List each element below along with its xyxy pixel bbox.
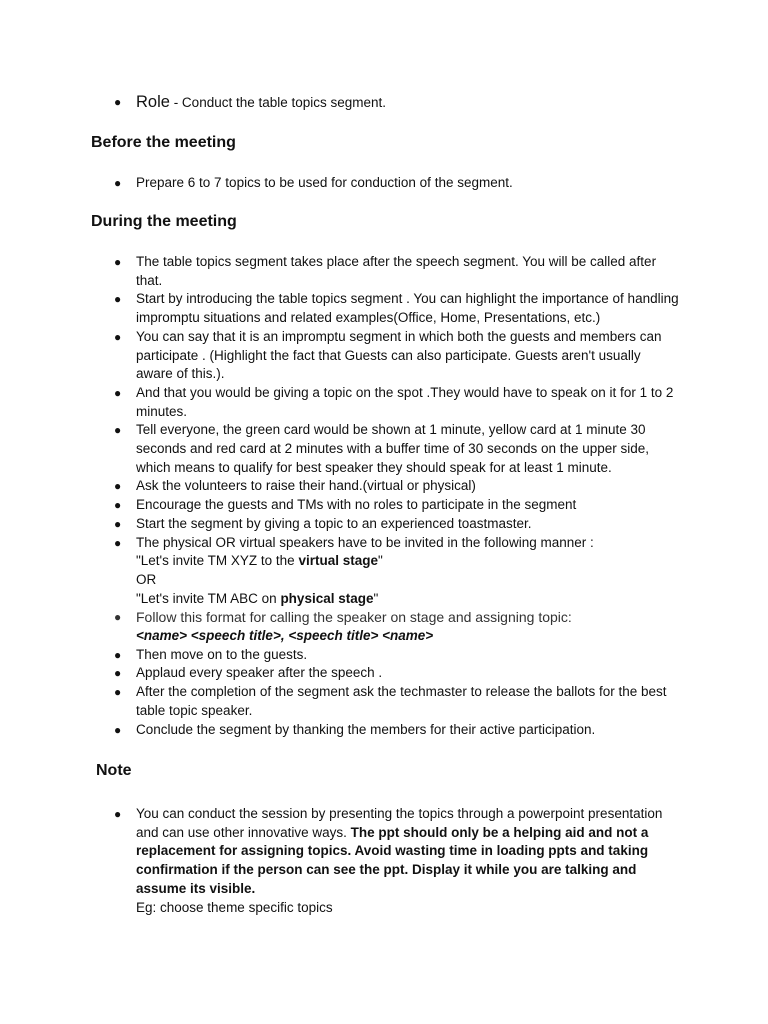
list-item-text: Tell everyone, the green card would be shown at 1 minute, yellow card at 1 minute 30 seconds and red card at 2 minutes with a buffer time of 30 seconds on the upper side, which means to qualify for best speaker they should speak for at least 1 minute. bbox=[136, 422, 650, 475]
bullet-icon: ● bbox=[114, 807, 122, 821]
bullet-icon: ● bbox=[114, 95, 122, 109]
role-list bbox=[114, 92, 696, 113]
list-item-text: Encourage the guests and TMs with no roles to participate in the segment bbox=[136, 497, 577, 513]
heading-during-meeting: During the meeting bbox=[91, 213, 237, 230]
list-item-text: Start by introducing the table topics segment . You can highlight the importance of handling impromptu situations and related examples(Office, Home, Presentations, etc.) bbox=[136, 291, 679, 326]
invite-physical-line bbox=[136, 590, 681, 609]
list-item bbox=[114, 384, 681, 421]
format-template: <name> <speech title>, <speech title> <name> bbox=[136, 628, 434, 644]
note-bold-text: The ppt should only be a helping aid and not a replacement for assigning topics. Avoid wasting time in loading ppts and taking confirmation if the person can see the ppt. Display it while you are talking and assume its visible. bbox=[136, 824, 649, 896]
list-item bbox=[114, 646, 681, 665]
list-item-text: Prepare 6 to 7 topics to be used for conduction of the segment. bbox=[136, 175, 513, 190]
invite-or: OR bbox=[136, 571, 157, 587]
note-list bbox=[114, 805, 681, 917]
list-item bbox=[114, 683, 681, 720]
during-meeting-list bbox=[114, 253, 681, 739]
list-item-text: You can say that it is an impromptu segment in which both the guests and members can participate . (Highlight the fact that Guests can also participate. Guests aren't usually aware of this.). bbox=[136, 328, 662, 382]
invite-physical-pre: "Let's invite TM ABC on bbox=[136, 590, 281, 606]
list-item-text: After the completion of the segment ask the techmaster to release the ballots for the best table topic speaker. bbox=[136, 684, 667, 718]
bullet-icon: ● bbox=[114, 685, 122, 700]
invite-intro: The physical OR virtual speakers have to be invited in the following manner : bbox=[136, 534, 594, 550]
bullet-icon: ● bbox=[114, 666, 122, 681]
list-item-text: The table topics segment takes place after the speech segment. You will be called after that. bbox=[136, 254, 657, 288]
bullet-icon: ● bbox=[114, 255, 122, 269]
note-example: Eg: choose theme specific topics bbox=[136, 899, 333, 915]
bullet-icon: ● bbox=[114, 610, 122, 625]
invite-physical-post: " bbox=[373, 590, 379, 606]
list-item-text: Then move on to the guests. bbox=[136, 646, 308, 662]
before-meeting-list bbox=[114, 174, 696, 193]
bullet-icon: ● bbox=[114, 535, 122, 550]
list-item bbox=[114, 805, 681, 917]
list-item bbox=[114, 290, 681, 327]
list-item bbox=[114, 608, 681, 645]
bullet-icon: ● bbox=[114, 479, 122, 494]
list-item bbox=[114, 496, 681, 515]
list-item bbox=[114, 421, 681, 477]
bullet-icon: ● bbox=[114, 292, 122, 307]
invite-virtual-pre: "Let's invite TM XYZ to the bbox=[136, 553, 299, 569]
note-text: You can conduct the session by presenting the topics through a powerpoint presentation and can use other innovative ways. bbox=[136, 806, 663, 840]
list-item bbox=[114, 174, 696, 193]
list-item-text: Applaud every speaker after the speech . bbox=[136, 665, 383, 681]
heading-note: Note bbox=[96, 762, 132, 779]
list-item bbox=[114, 515, 681, 534]
invite-virtual-line bbox=[136, 552, 681, 571]
invite-physical-bold: physical stage bbox=[280, 590, 374, 606]
heading-before-meeting: Before the meeting bbox=[91, 134, 236, 151]
role-label: Role bbox=[136, 93, 170, 111]
list-item bbox=[114, 664, 681, 683]
list-item-text: Ask the volunteers to raise their hand.(virtual or physical) bbox=[136, 478, 476, 494]
list-item bbox=[114, 477, 681, 496]
list-item bbox=[114, 328, 681, 384]
list-item-text: Conclude the segment by thanking the members for their active participation. bbox=[136, 721, 596, 737]
role-text: - Conduct the table topics segment. bbox=[169, 95, 387, 110]
list-item bbox=[114, 721, 681, 740]
bullet-icon: ● bbox=[114, 385, 122, 400]
bullet-icon: ● bbox=[114, 176, 122, 190]
invite-virtual-post: " bbox=[377, 553, 383, 569]
list-item bbox=[114, 253, 681, 290]
bullet-icon: ● bbox=[114, 516, 122, 531]
list-item bbox=[114, 534, 681, 609]
bullet-icon: ● bbox=[114, 423, 122, 438]
bullet-icon: ● bbox=[114, 722, 122, 737]
list-item-text: Start the segment by giving a topic to an experienced toastmaster. bbox=[136, 515, 532, 531]
list-item bbox=[114, 92, 696, 113]
bullet-icon: ● bbox=[114, 329, 122, 344]
invite-virtual-bold: virtual stage bbox=[298, 553, 378, 569]
bullet-icon: ● bbox=[114, 498, 122, 513]
list-item-text: And that you would be giving a topic on the spot .They would have to speak on it for 1 to 2 minutes. bbox=[136, 384, 674, 419]
bullet-icon: ● bbox=[114, 647, 122, 662]
format-instruction: Follow this format for calling the speaker on stage and assigning topic: bbox=[136, 609, 572, 626]
